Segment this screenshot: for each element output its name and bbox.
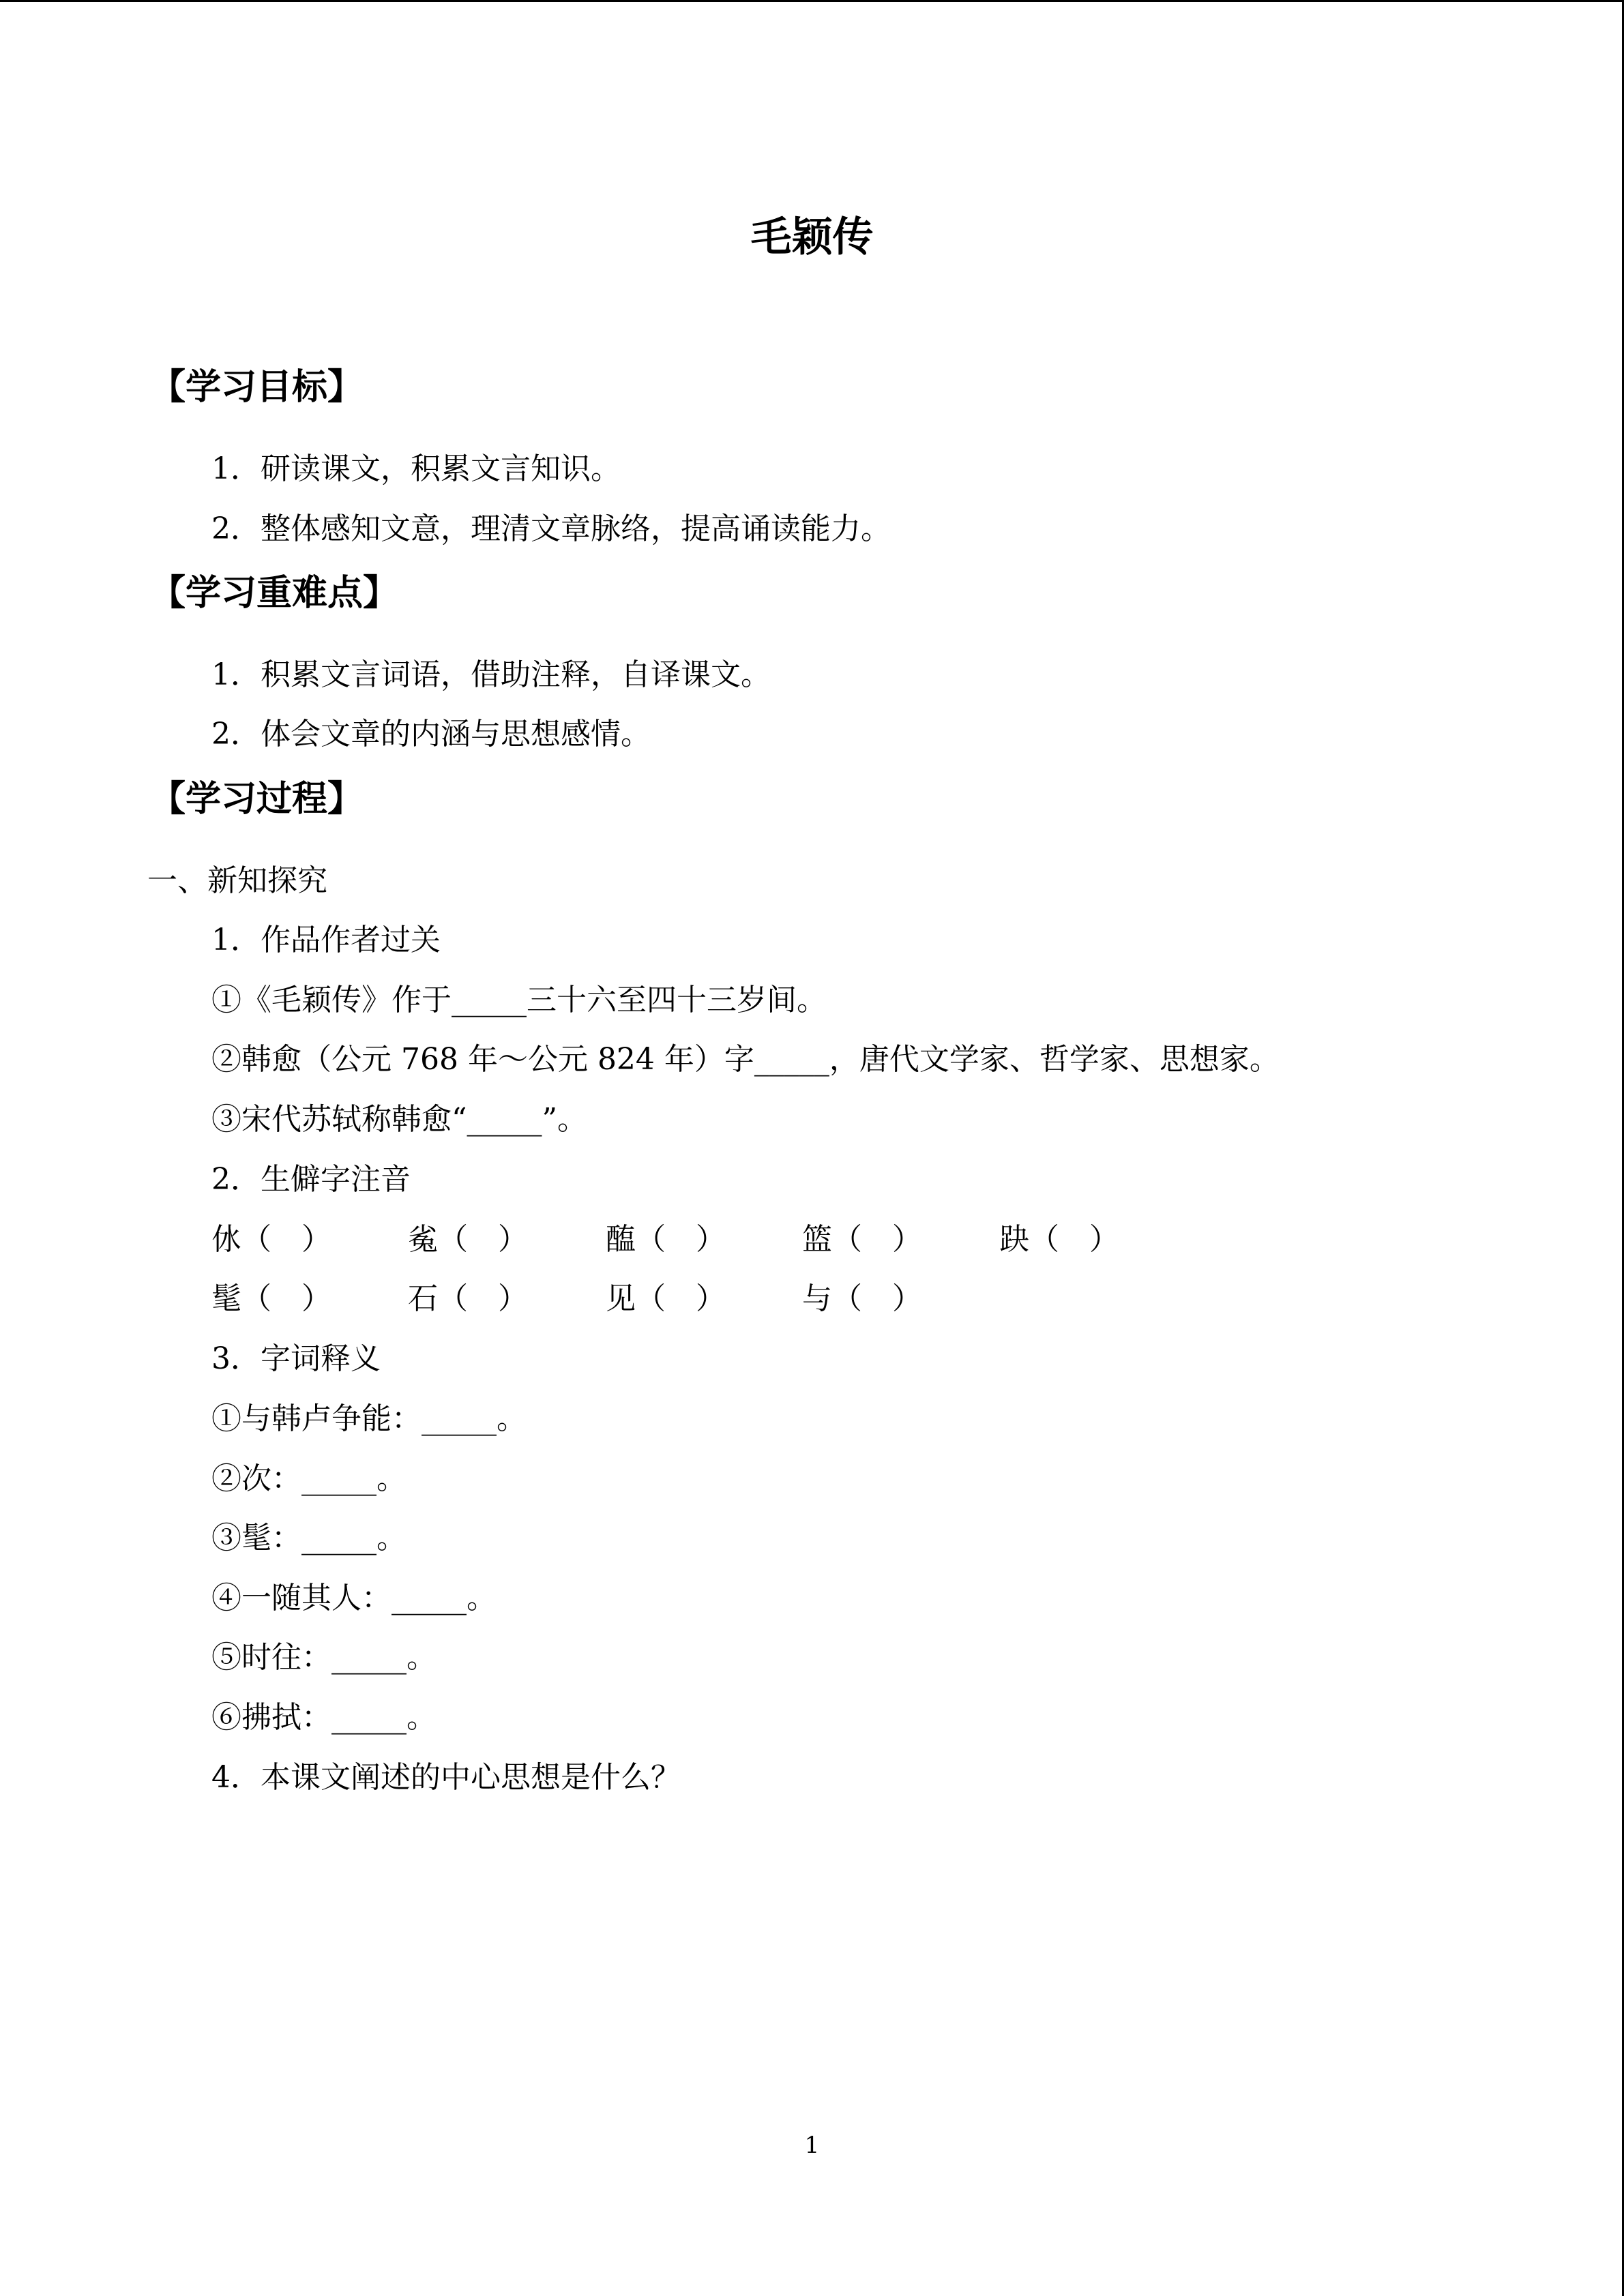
objective-item-1: 1．研读课文，积累文言知识。 [211,451,621,486]
page-number: 1 [804,2132,820,2159]
q3-line-1: ①与韩卢争能：_____。 [211,1401,527,1436]
q3-heading: 3．字词释义 [211,1341,381,1376]
q3-line-4: ④一随其人：_____。 [211,1581,497,1615]
char-annotation-item: 醢（ ） [606,1222,726,1257]
document-title: 毛颖传 [750,213,874,261]
q1-heading: 1．作品作者过关 [211,923,441,957]
objective-item-2: 2．整体感知文意，理清文章脉络，提高诵读能力。 [211,511,891,546]
objectives-heading: 【学习目标】 [150,367,364,408]
q1-line-1: ①《毛颖传》作于_____三十六至四十三岁间。 [211,983,827,1017]
q3-line-2: ②次：_____。 [211,1461,407,1496]
char-annotation-item: 见（ ） [606,1281,726,1316]
char-annotation-item: 篮（ ） [802,1222,922,1257]
char-annotation-item: 与（ ） [802,1281,922,1316]
char-annotation-item: 趹（ ） [999,1222,1119,1257]
q2-heading: 2．生僻字注音 [211,1162,411,1197]
page-border-top [0,0,1624,2]
q1-line-3: ③宋代苏轼称韩愈“_____”。 [211,1102,587,1137]
char-annotation-item: 石（ ） [408,1281,528,1316]
char-annotation-item: 髦（ ） [211,1281,331,1316]
key-point-item-1: 1．积累文言词语，借助注释，自译课文。 [211,657,771,692]
part1-heading: 一、新知探究 [147,863,327,898]
key-point-item-2: 2．体会文章的内涵与思想感情。 [211,717,651,751]
key-points-heading: 【学习重难点】 [150,573,399,614]
q3-line-3: ③髦：_____。 [211,1521,407,1555]
char-annotation-item: 㝹（ ） [408,1222,528,1257]
q3-line-6: ⑥拂拭：_____。 [211,1700,437,1735]
char-annotation-item: 㲻（ ） [211,1222,331,1257]
q1-line-2: ②韩愈（公元 768 年～公元 824 年）字_____，唐代文学家、哲学家、思想家。 [211,1042,1280,1077]
q4-heading: 4．本课文阐述的中心思想是什么？ [211,1760,681,1795]
process-heading: 【学习过程】 [150,779,364,820]
q3-line-5: ⑤时往：_____。 [211,1640,437,1675]
